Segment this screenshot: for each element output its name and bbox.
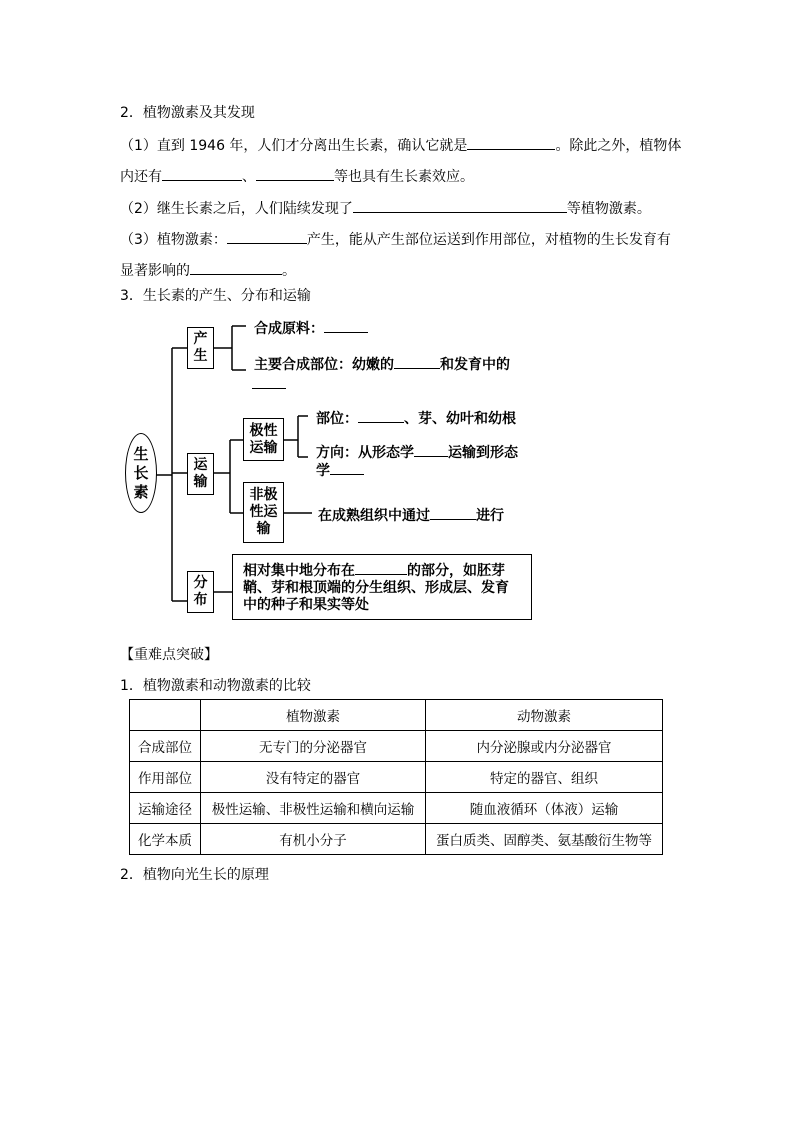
breakthrough-item-1: 1．植物激素和动物激素的比较 [120, 678, 311, 694]
answer-blank[interactable] [190, 260, 282, 275]
nonpolar-text-a: 在成熟组织中通过 [318, 508, 430, 524]
dist-line-1 [243, 560, 505, 580]
hormone-comparison-table [129, 699, 663, 855]
answer-blank[interactable] [358, 408, 404, 423]
breakthrough-heading: 【重难点突破】 [120, 647, 218, 663]
para-3-text-d: 。 [282, 263, 296, 279]
table-cell: 作用部位 [130, 762, 201, 793]
para-3-text-b: 产生，能从产生部位运送到作用部位，对植物的生长发育有 [306, 232, 671, 248]
node-polar-transport [243, 418, 284, 461]
answer-blank[interactable] [353, 198, 567, 213]
para-1-text-c: 内还有 [120, 169, 162, 185]
dist-line-3: 中的种子和果实等处 [243, 597, 369, 613]
para-2-text-b: 等植物激素。 [566, 201, 651, 217]
node-polar-label: 极性运输 [249, 422, 278, 456]
para-1-text-e: 等也具有生长素效应。 [334, 169, 474, 185]
table-cell: 极性运输、非极性运输和横向运输 [201, 793, 426, 824]
root-char: 素 [133, 482, 149, 501]
table-cell: 随血液循环（体液）运输 [426, 793, 663, 824]
para-3-text-a: （3）植物激素： [120, 232, 227, 248]
table-cell: 运输途径 [130, 793, 201, 824]
table-header-row [130, 700, 663, 731]
node-produce [187, 327, 214, 369]
section-2-para-2 [120, 198, 651, 218]
dist-line-2: 鞘、芽和根顶端的分生组织、形成层、发育 [243, 580, 509, 596]
polar-dir-text-c: 学 [316, 463, 330, 479]
root-char: 生 [133, 444, 149, 463]
answer-blank[interactable] [430, 505, 476, 520]
section-3-heading: 3．生长素的产生、分布和运输 [120, 288, 311, 304]
nonpolar-desc [318, 505, 504, 525]
table-header-cell: 动物激素 [426, 700, 663, 731]
answer-blank[interactable] [414, 442, 448, 457]
para-1-text-b: 。除此之外，植物体 [555, 138, 682, 154]
distribution-desc-box [232, 554, 532, 620]
produce-site-text-b: 和发育中的 [440, 357, 510, 373]
produce-site-blank-line [252, 374, 286, 394]
polar-site [316, 408, 516, 428]
node-nonpolar-transport [243, 482, 284, 543]
table-cell: 无专门的分泌器官 [201, 731, 426, 762]
answer-blank[interactable] [256, 166, 334, 181]
node-transport-label: 运输 [193, 457, 208, 490]
node-distribution-label: 分布 [193, 575, 208, 608]
table-row [130, 762, 663, 793]
table-cell: 没有特定的器官 [201, 762, 426, 793]
answer-blank[interactable] [467, 135, 555, 150]
table-row [130, 824, 663, 855]
table-header-cell: 植物激素 [201, 700, 426, 731]
answer-blank[interactable] [162, 166, 242, 181]
polar-site-text-a: 部位： [316, 411, 358, 427]
polar-dir-text-a: 方向：从形态学 [316, 445, 414, 461]
answer-blank[interactable] [227, 229, 307, 244]
para-2-text-a: （2）继生长素之后，人们陆续发现了 [120, 201, 353, 217]
produce-site-text-a: 主要合成部位：幼嫩的 [254, 357, 394, 373]
table-cell: 蛋白质类、固醇类、氨基酸衍生物等 [426, 824, 663, 855]
table-cell: 合成部位 [130, 731, 201, 762]
nonpolar-text-b: 进行 [476, 508, 504, 524]
polar-dir-text-b: 运输到形态 [448, 445, 518, 461]
para-1-text-d: 、 [242, 169, 256, 185]
answer-blank[interactable] [330, 460, 364, 475]
table-cell: 特定的器官、组织 [426, 762, 663, 793]
section-2-para-1-cont [120, 166, 474, 186]
polar-direction-cont [316, 460, 364, 480]
polar-direction [316, 442, 518, 462]
section-2-heading: 2．植物激素及其发现 [120, 105, 255, 121]
section-2-para-1 [120, 135, 681, 155]
produce-main-site [254, 354, 510, 374]
dist-text-a: 相对集中地分布在 [243, 563, 355, 579]
breakthrough-item-2: 2．植物向光生长的原理 [120, 867, 269, 883]
produce-raw-material [254, 318, 368, 338]
produce-raw-label: 合成原料： [254, 321, 324, 337]
answer-blank[interactable] [252, 374, 286, 389]
table-cell: 化学本质 [130, 824, 201, 855]
answer-blank[interactable] [324, 318, 368, 333]
dist-text-b: 的部分，如胚芽 [407, 563, 505, 579]
node-produce-label: 产生 [193, 331, 208, 364]
table-header-cell [130, 700, 201, 731]
section-2-para-3-cont [120, 260, 296, 280]
answer-blank[interactable] [355, 560, 407, 575]
root-node-auxin [125, 433, 157, 513]
table-row [130, 793, 663, 824]
table-row [130, 731, 663, 762]
para-3-text-c: 显著影响的 [120, 263, 190, 279]
table-cell: 内分泌腺或内分泌器官 [426, 731, 663, 762]
table-cell: 有机小分子 [201, 824, 426, 855]
answer-blank[interactable] [394, 354, 440, 369]
section-2-para-3 [120, 229, 671, 249]
polar-site-text-b: 、芽、幼叶和幼根 [404, 411, 516, 427]
root-char: 长 [133, 463, 149, 482]
node-distribution [187, 571, 214, 613]
node-transport [187, 453, 214, 495]
para-1-text-a: （1）直到 1946 年，人们才分离出生长素，确认它就是 [120, 138, 468, 154]
node-nonpolar-label: 非极性运输 [249, 487, 278, 537]
